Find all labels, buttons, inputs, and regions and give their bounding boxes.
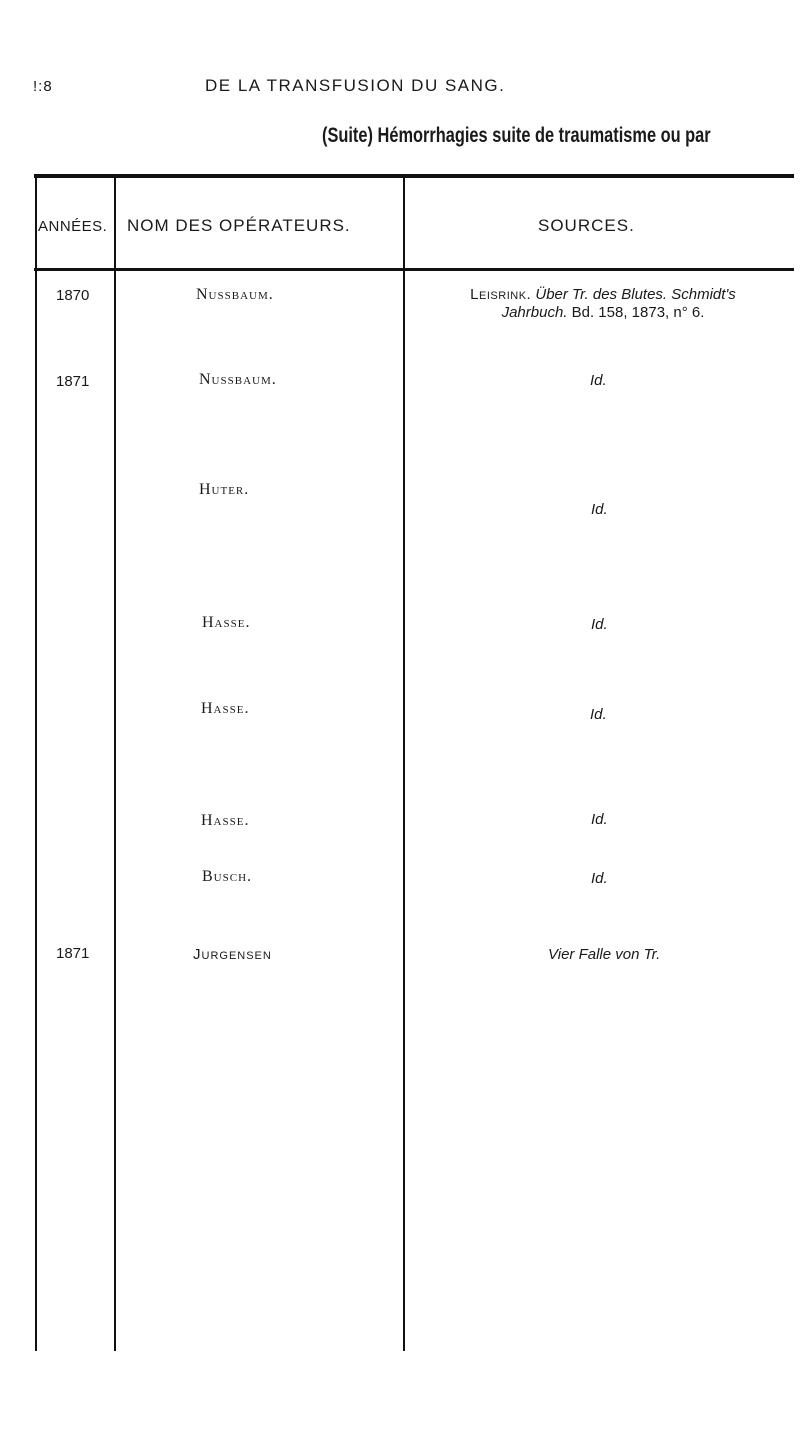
row-4-operator: Hasse. [202,614,251,631]
row-7-operator: Busch. [202,868,253,885]
row-1-source [413,286,793,322]
row-1-source-reference: Bd. 158, 1873, n° 6. [571,304,705,321]
row-3-operator: Huter. [199,481,250,498]
row-6-source: Id. [591,811,608,828]
row-8-operator: Jurgensen [193,946,272,963]
column-rule-1 [114,176,116,1351]
header-bottom-rule [34,268,794,271]
table-top-rule [34,174,794,178]
row-8-source: Vier Falle von Tr. [548,946,661,963]
row-1-source-author: Leisrink. [470,286,532,303]
row-5-source: Id. [590,706,607,723]
column-header-sources: SOURCES. [538,216,635,235]
column-header-years: ANNÉES. [38,218,108,235]
page-number: !:8 [33,78,53,95]
row-1-source-journal: Jahrbuch. [501,304,568,321]
row-8-year: 1871 [56,945,90,962]
row-1-source-line-2 [413,304,793,322]
column-rule-left [35,176,37,1351]
row-6-operator: Hasse. [201,812,250,829]
row-1-operator: Nussbaum. [196,286,274,303]
column-header-operators: NOM DES OPÉRATEURS. [127,216,351,235]
row-5-operator: Hasse. [201,700,250,717]
table-title: (Suite) Hémorrhagies suite de traumatisme ou par [322,124,711,147]
row-2-year: 1871 [56,373,90,390]
row-1-source-line-1 [413,286,793,304]
row-4-source: Id. [591,616,608,633]
row-2-source: Id. [590,372,607,389]
row-7-source: Id. [591,870,608,887]
row-1-source-title: Über Tr. des Blutes. Schmidt's [535,286,736,303]
row-3-source: Id. [591,501,608,518]
row-2-operator: Nussbaum. [199,371,277,388]
running-title: DE LA TRANSFUSION DU SANG. [205,76,506,95]
column-rule-2 [403,176,405,1351]
row-1-year: 1870 [56,287,90,304]
